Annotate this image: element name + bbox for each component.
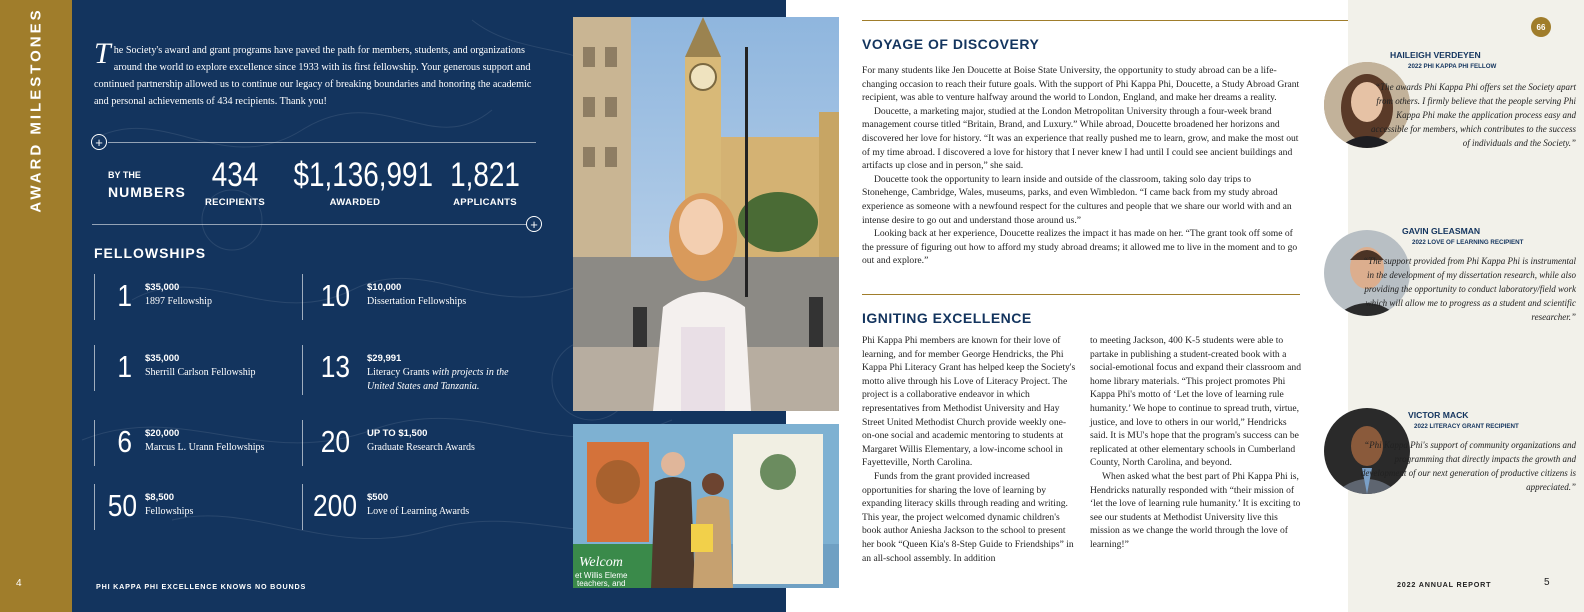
stat-applicants (440, 156, 530, 208)
by-the-label: BY THE (108, 170, 141, 180)
fellowship-count: 20 (320, 424, 350, 459)
fellowship-amount: $35,000 (145, 282, 180, 293)
testimonial-quote: “The support provided from Phi Kappa Phi is instrumental in the development of my dissertation research, while also providing the opportunity to conduct laboratory/field work which will allow me to progress as a student and scientific researcher.” (1363, 256, 1576, 322)
fellowship-item (145, 428, 295, 455)
stat-value: 434 (211, 156, 259, 194)
testimonial-name: GAVIN GLEASMAN (1402, 226, 1481, 236)
testimonial-quote: “The awards Phi Kappa Phi offers set the Society apart from others. I firmly believe that the people serving Phi Kappa Phi make the application process easy and accessible for members, which contributes to the success of individuals and the Society.” (1371, 82, 1576, 148)
stat-label: AWARDED (329, 197, 381, 208)
fellowship-divider (302, 484, 303, 530)
fellowship-item (367, 428, 527, 455)
fellowship-amount: $35,000 (145, 353, 180, 364)
fellowship-divider (302, 345, 303, 395)
igniting-paragraph: Phi Kappa Phi members are known for their love of learning, and for member George Hendricks, the Phi Kappa Phi Literacy Grant has helped keep the Society's motto alive through his Love of Literacy Project. The project is a collaborative endeavor in which representatives from Methodist University and Hay Street United Methodist Church provide weekly one-on-one social and academic mentoring to students at Margaret Willis Elementary, a low-income school in Fayetteville, North Carolina. (862, 335, 1076, 469)
fellowship-count: 1 (117, 278, 132, 313)
fellowship-divider (94, 345, 95, 391)
fellowship-divider (302, 420, 303, 466)
plus-circle-icon: + (526, 216, 542, 232)
testimonial-title: 2022 LOVE OF LEARNING RECIPIENT (1412, 239, 1524, 246)
fellowships-heading: FELLOWSHIPS (94, 245, 207, 261)
fellowship-count: 6 (117, 424, 132, 459)
stat-label: APPLICANTS (453, 197, 517, 208)
voyage-paragraph: Looking back at her experience, Doucette realizes the impact it has made on her. “The grant took off some of the pressure of figuring out how to afford my study abroad dreams; it allowed me to live in the moment and to go out and explore.” (862, 228, 1298, 267)
drop-cap: T (94, 37, 111, 70)
fellowship-item (145, 282, 295, 309)
fellowship-name: Fellowships (145, 506, 194, 517)
fellowship-name: Dissertation Fellowships (367, 296, 467, 307)
voyage-paragraph: Doucette took the opportunity to learn inside and outside of the classroom, taking solo day trips to Stonehenge, Cambridge, Wales, museums, parks, and even Wimbledon. “I came back from my study abroad experience as someone with a newfound respect for the cultures and people that we share our world with and an intense desire to go out and understand those around us.” (862, 173, 1292, 226)
london-photo-art (573, 17, 839, 411)
stat-label: RECIPIENTS (204, 197, 265, 208)
stat-value: 1,821 (450, 156, 520, 194)
event-photo (573, 424, 839, 588)
fellowship-count: 10 (320, 278, 350, 313)
testimonial-title: 2022 PHI KAPPA PHI FELLOW (1408, 63, 1497, 70)
banner-text: teachers, and (577, 579, 626, 588)
page-number-right: 5 (1544, 577, 1550, 588)
fellowship-amount: $29,991 (367, 353, 402, 364)
footer-right: 2022 ANNUAL REPORT (1397, 580, 1492, 589)
fellowship-name (367, 366, 527, 394)
fellowship-item (367, 492, 527, 519)
numbers-label: NUMBERS (108, 184, 186, 200)
stat-value: $1,136,991 (293, 156, 434, 194)
igniting-col-2 (1090, 334, 1302, 552)
fellowship-name-italic: with projects in the United States and Tanzania. (367, 367, 509, 392)
voyage-paragraph: For many students like Jen Doucette at Boise State University, the opportunity to study abroad can be a life-changing occasion to reach their future goals. With the support of Phi Kappa Phi, Doucette, a Study Abroad Grant recipient, was able to venture halfway around the world to London, England, and make her dreams a reality. (862, 65, 1300, 104)
igniting-paragraph: Funds from the grant provided increased opportunities for sharing the love of learning by expanding literacy skills through reading and writing. This year, the project welcomed dynamic children's book author Aniesha Jackson to the school to present her book “Queen Kia's 8-Step Guide to Friendships” in an all-school assembly. In addition (862, 470, 1074, 564)
fellowship-divider (94, 420, 95, 466)
fellowship-item (367, 353, 527, 394)
fellowship-item (367, 282, 527, 309)
plus-circle-icon: + (91, 134, 107, 150)
fellowship-item (145, 492, 295, 519)
testimonial-name: VICTOR MACK (1408, 410, 1469, 420)
fellowship-divider (94, 484, 95, 530)
testimonial-quote: “Phi Kappa Phi's support of community organizations and programming that directly impacts the growth and development of our next generation of productive citizens is appreciated.” (1360, 440, 1576, 492)
fellowship-name: Graduate Research Awards (367, 442, 475, 453)
fellowship-divider (302, 274, 303, 320)
intro-paragraph (94, 37, 534, 110)
fellowship-amount: $8,500 (145, 492, 175, 503)
voyage-paragraph: Doucette, a marketing major, studied at the London Metropolitan University through a four-week brand management course titled “Britain, Brand, and Luxury.” While abroad, Doucette broadened her horizons and discovered her love for history. “It was an experience that really pushed me to learn, grow, and make the most out of my time abroad. I discovered a love for history that I never knew I had until I could see ancient buildings and artifacts up close and in person,” she said. (862, 105, 1299, 172)
stat-awarded (280, 156, 434, 208)
fellowship-item (145, 353, 295, 380)
fellowship-count: 200 (313, 488, 357, 523)
fellowship-name: Love of Learning Awards (367, 506, 470, 517)
fellowship-amount: $10,000 (367, 282, 402, 293)
fellowship-count: 50 (107, 488, 137, 523)
section-divider (862, 294, 1300, 295)
fellowship-name: 1897 Fellowship (145, 296, 212, 307)
testimonial-name: HAILEIGH VERDEYEN (1390, 50, 1481, 60)
page-number-left: 4 (16, 578, 22, 589)
divider-bottom (92, 224, 526, 225)
fellowship-count: 1 (117, 349, 132, 384)
igniting-col-1 (862, 334, 1076, 565)
fellowship-count: 13 (320, 349, 350, 384)
voyage-body (862, 64, 1300, 268)
testimonial-title: 2022 LITERACY GRANT RECIPIENT (1414, 423, 1519, 430)
fellowship-name: Marcus L. Urann Fellowships (145, 442, 265, 453)
page-badge: 66 (1531, 17, 1551, 37)
banner-text: et Willis Eleme (575, 571, 628, 580)
igniting-paragraph: to meeting Jackson, 400 K-5 students were able to partake in publishing a student-created book with a social-emotional focus and expand their classroom and home library materials. “This project promotes Phi Kappa Phi's motto of ‘Let the love of learning rule humanity.’ We hope to continue to spread truth, virtue, justice, and love to others in our world,” Hendricks said. It is MU's hope that the program's success can be replicated at other elementary schools in Cumberland County, North Carolina, and beyond. (1090, 335, 1301, 469)
fellowship-name: Sherrill Carlson Fellowship (145, 367, 256, 378)
voyage-heading: VOYAGE OF DISCOVERY (862, 36, 1040, 52)
fellowship-amount: $20,000 (145, 428, 180, 439)
event-photo-art (573, 424, 839, 588)
fellowship-amount: $500 (367, 492, 389, 503)
footer-left: PHI KAPPA PHI EXCELLENCE KNOWS NO BOUNDS (96, 582, 307, 591)
stat-recipients (195, 156, 275, 208)
banner-text: Welcom (579, 555, 623, 570)
fellowship-name-plain: Literacy Grants (367, 367, 432, 378)
igniting-heading: IGNITING EXCELLENCE (862, 310, 1032, 326)
vertical-section-title: AWARD MILESTONES (27, 7, 45, 213)
fellowship-divider (94, 274, 95, 320)
intro-text: he Society's award and grant programs have paved the path for members, students, and organizations around the world to explore excellence since 1933 with its first fellowship. Your generous support and continued partnership allowed us to continue our legacy of breaking boundaries and honoring the academic and personal achievements of 434 recipients. Thank you! (94, 45, 532, 107)
igniting-paragraph: When asked what the best part of Phi Kappa Phi is, Hendricks naturally responded with “their mission of ‘let the love of learning rule humanity.’ It is exciting to see our students at Methodist University live this mission as we change the world through the love of learning!” (1090, 470, 1301, 550)
fellowship-amount: UP TO $1,500 (367, 428, 428, 439)
divider-top (108, 142, 536, 143)
london-photo (573, 17, 839, 411)
